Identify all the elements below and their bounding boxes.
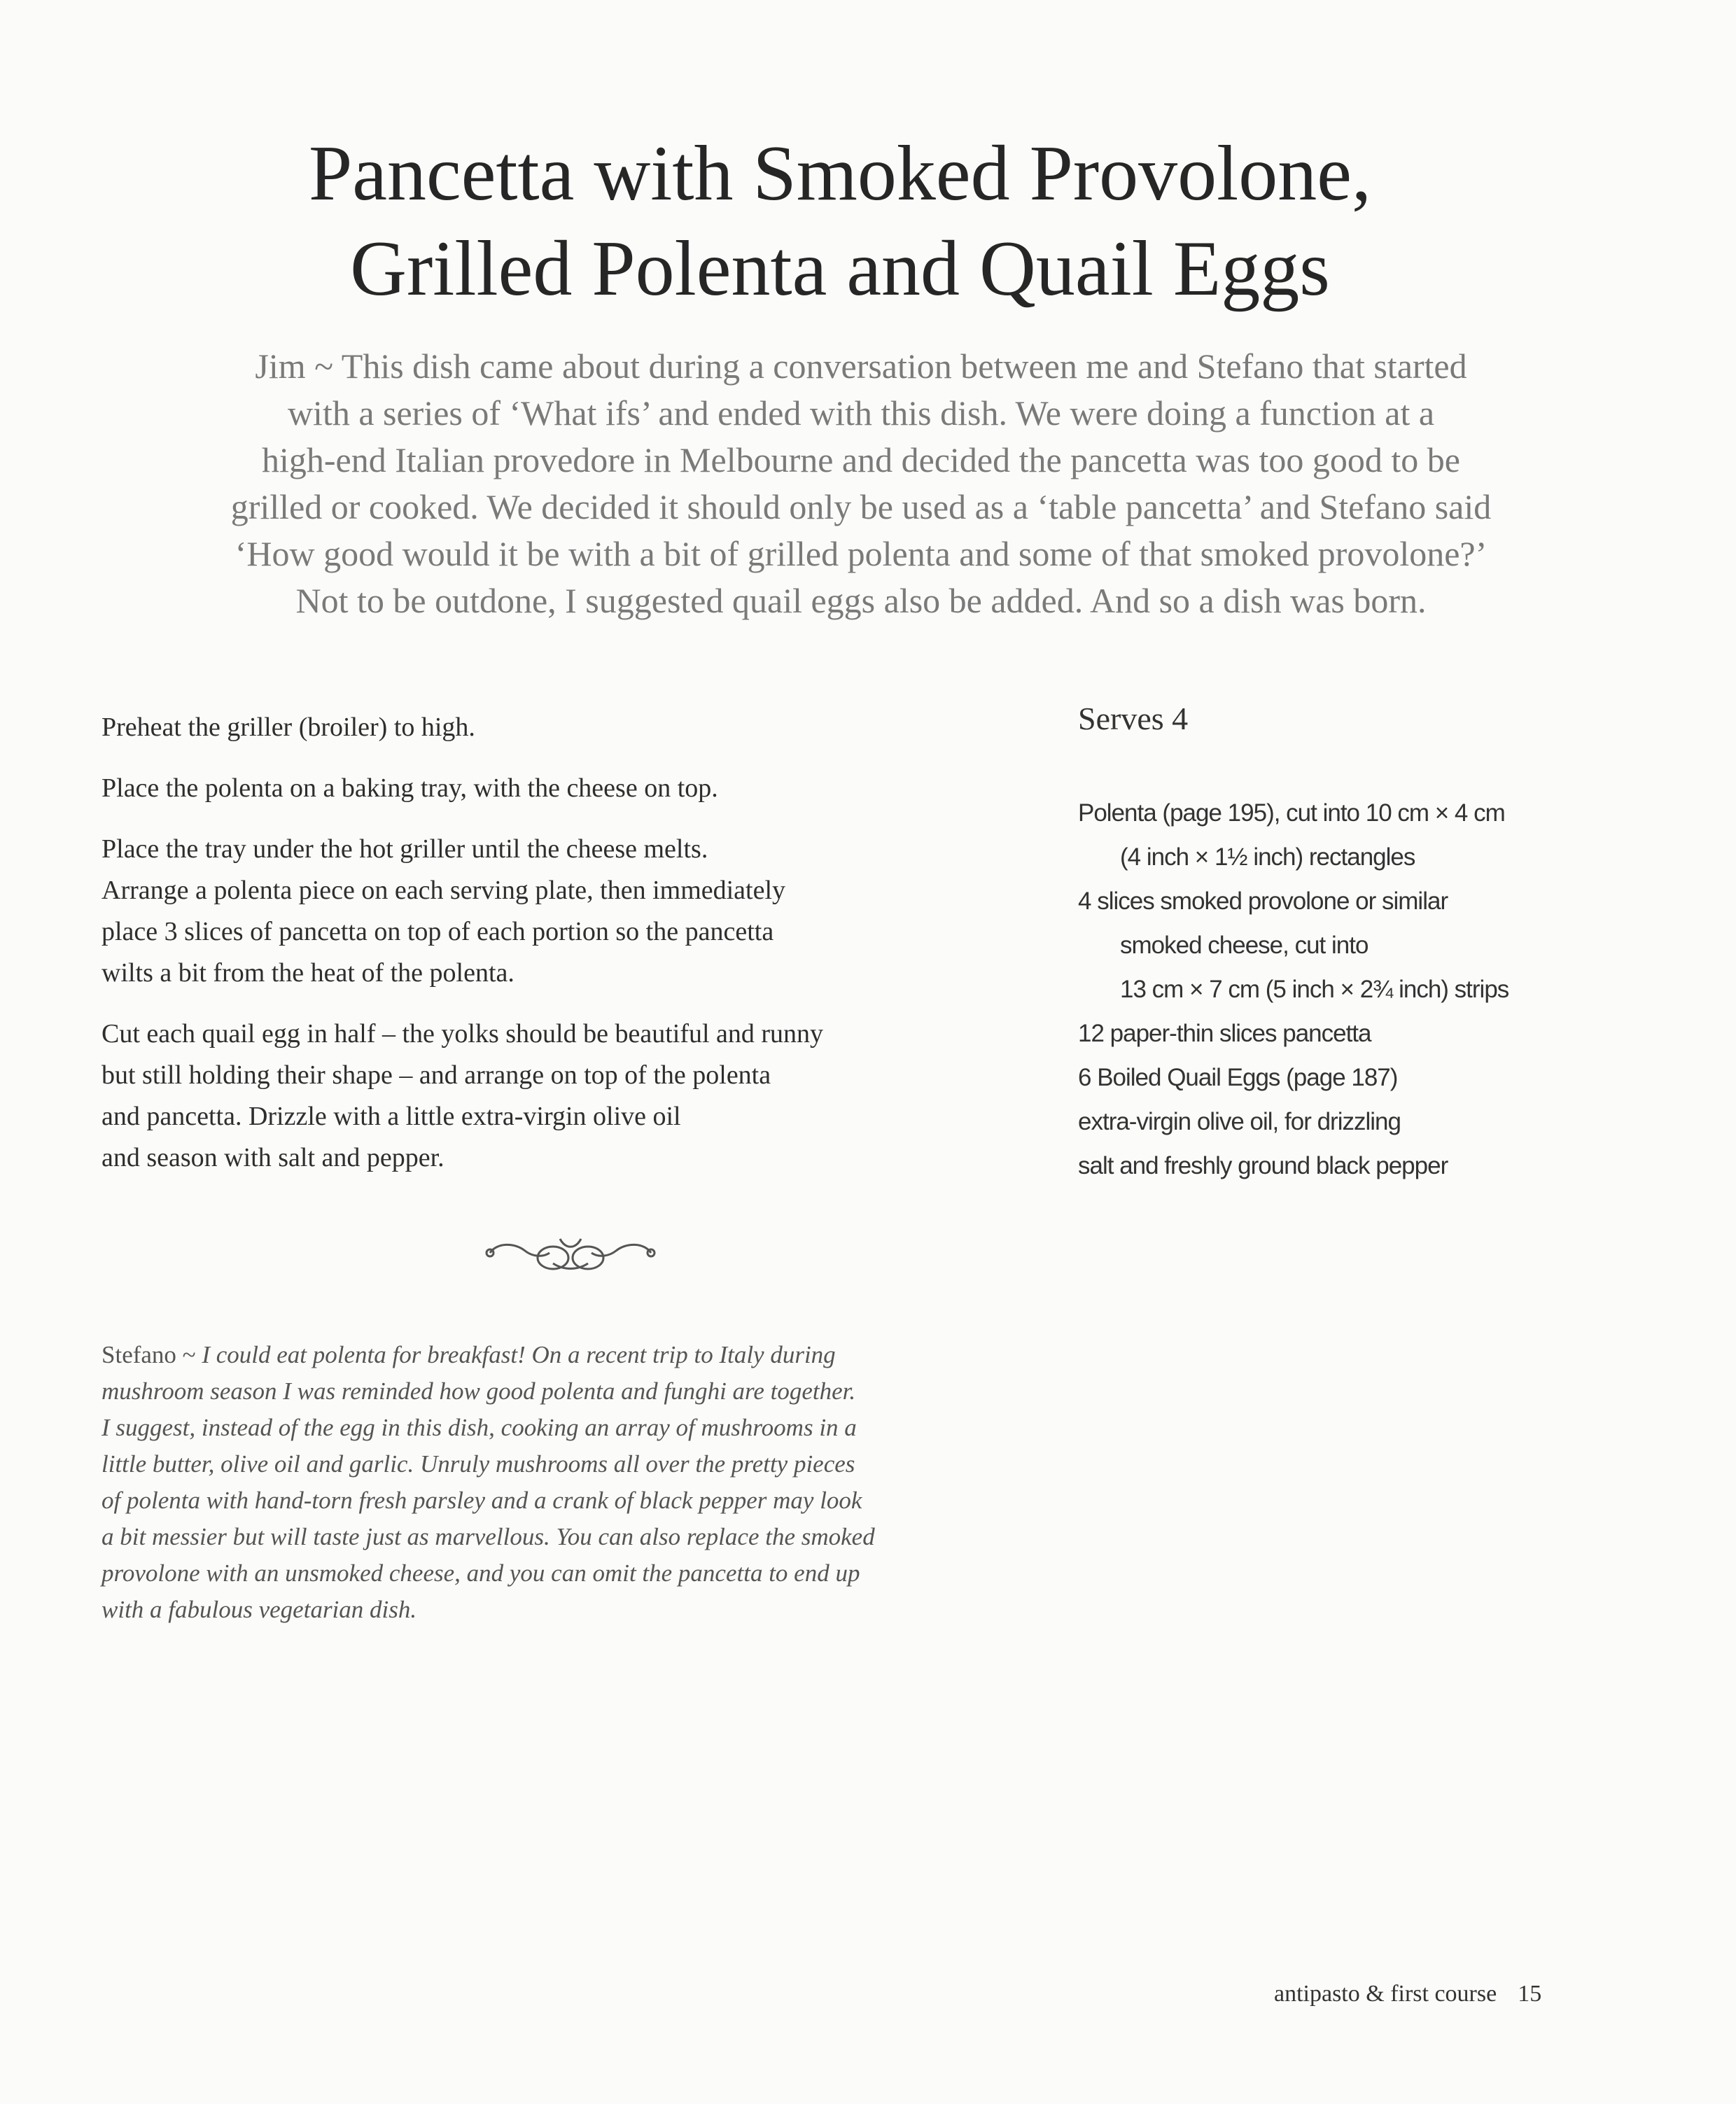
- step-line: Place the tray under the hot griller until the cheese melts.: [102, 834, 708, 864]
- note-line: of polenta with hand-torn fresh parsley and a crank of black pepper may look: [102, 1487, 862, 1514]
- step-line: Cut each quail egg in half – the yolks should be beautiful and runny: [102, 1019, 824, 1049]
- note-author: Stefano: [102, 1341, 176, 1368]
- note-line: I could eat polenta for breakfast! On a recent trip to Italy during: [202, 1341, 836, 1368]
- ingredient: 4 slices smoked provolone or similar: [1078, 888, 1448, 915]
- note-line: I suggest, instead of the egg in this dish, cooking an array of mushrooms in a: [102, 1414, 857, 1441]
- title-line: Grilled Polenta and Quail Eggs: [350, 225, 1330, 312]
- step-line: but still holding their shape – and arrange on top of the polenta: [102, 1060, 771, 1090]
- step-line: wilts a bit from the heat of the polenta.: [102, 958, 514, 988]
- tilde-icon: ~: [305, 346, 342, 386]
- serves-label: Serves 4: [1078, 701, 1189, 736]
- intro-line: This dish came about during a conversation between me and Stefano that started: [341, 346, 1467, 386]
- intro-author: Jim: [255, 346, 306, 386]
- ingredients-list: [1078, 791, 1508, 1188]
- ingredient: 6 Boiled Quail Eggs (page 187): [1078, 1064, 1398, 1091]
- note-line: provolone with an unsmoked cheese, and you can omit the pancetta to end up: [102, 1559, 860, 1587]
- ingredient: Polenta (page 195), cut into 10 cm × 4 cm: [1078, 799, 1505, 827]
- step-line: Place the polenta on a baking tray, with the cheese on top.: [102, 773, 718, 803]
- intro-line: with a series of ‘What ifs’ and ended with this dish. We were doing a function at a: [287, 393, 1435, 433]
- note-line: mushroom season I was reminded how good polenta and funghi are together.: [102, 1377, 856, 1405]
- method-step: [102, 829, 1054, 994]
- tilde-icon: ~: [176, 1341, 202, 1368]
- step-line: and season with salt and pepper.: [102, 1143, 444, 1172]
- step-line: Preheat the griller (broiler) to high.: [102, 713, 475, 742]
- intro-line: Not to be outdone, I suggested quail eggs also be added. And so a dish was born.: [295, 581, 1427, 620]
- title-line: Pancetta with Smoked Provolone,: [308, 130, 1371, 217]
- ingredient: salt and freshly ground black pepper: [1078, 1152, 1448, 1179]
- stefano-note: [102, 1337, 1032, 1628]
- method-step: [102, 1014, 1054, 1179]
- intro-line: high-end Italian provedore in Melbourne and decided the pancetta was too good to be: [262, 440, 1460, 479]
- method-steps: [102, 707, 1054, 1198]
- ingredient: extra-virgin olive oil, for drizzling: [1078, 1108, 1401, 1135]
- section-name: antipasto & first course: [1274, 1981, 1497, 2007]
- note-line: with a fabulous vegetarian dish.: [102, 1596, 417, 1623]
- recipe-title: [0, 126, 1680, 316]
- flourish-ornament-icon: [483, 1221, 658, 1284]
- method-step: [102, 768, 1054, 809]
- intro-paragraph: [91, 343, 1631, 624]
- page-number: 15: [1518, 1981, 1542, 2007]
- step-line: Arrange a polenta piece on each serving plate, then immediately: [102, 876, 786, 905]
- ingredient-continuation: 13 cm × 7 cm (5 inch × 2¾ inch) strips: [1120, 976, 1509, 1003]
- note-line: little butter, olive oil and garlic. Unruly mushrooms all over the pretty pieces: [102, 1450, 855, 1478]
- step-line: and pancetta. Drizzle with a little extra-virgin olive oil: [102, 1102, 681, 1131]
- ingredient-continuation: smoked cheese, cut into: [1120, 932, 1368, 959]
- ingredient: 12 paper-thin slices pancetta: [1078, 1020, 1371, 1047]
- intro-line: ‘How good would it be with a bit of grilled polenta and some of that smoked provolone?’: [234, 534, 1488, 573]
- intro-line: grilled or cooked. We decided it should only be used as a ‘table pancetta’ and Stefano said: [230, 487, 1492, 526]
- note-line: a bit messier but will taste just as marvellous. You can also replace the smoked: [102, 1523, 875, 1550]
- ingredient-continuation: (4 inch × 1½ inch) rectangles: [1120, 843, 1415, 871]
- step-line: place 3 slices of pancetta on top of each portion so the pancetta: [102, 917, 774, 946]
- method-step: [102, 707, 1054, 748]
- page-footer: [1274, 1981, 1541, 2007]
